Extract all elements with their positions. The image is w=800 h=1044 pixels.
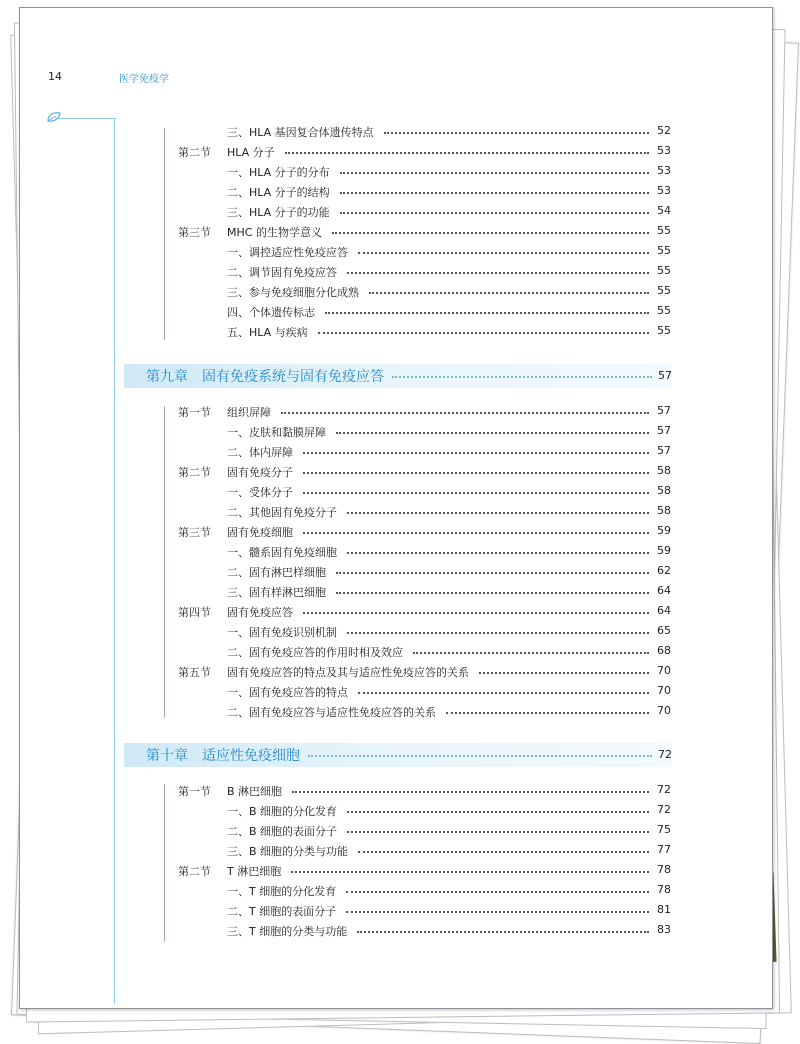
toc-entry-label: 一、调控适应性免疫应答 xyxy=(227,246,348,259)
toc-entry-label: 一、髓系固有免疫细胞 xyxy=(227,546,337,559)
toc-page-number: 72 xyxy=(657,803,671,816)
toc-item-row[interactable] xyxy=(0,880,800,900)
toc-page-number: 70 xyxy=(657,664,671,677)
toc-entry-label: 二、体内屏障 xyxy=(227,446,293,459)
toc-entry-label: 二、其他固有免疫分子 xyxy=(227,506,337,519)
toc-page-number: 55 xyxy=(657,284,671,297)
toc-entry-label: 二、B 细胞的表面分子 xyxy=(227,825,338,838)
chapter-heading[interactable] xyxy=(124,364,672,388)
toc-page-number: 78 xyxy=(657,883,671,896)
section-number: 第二节 xyxy=(178,865,211,878)
leader-dots xyxy=(347,831,649,833)
toc-item-row[interactable] xyxy=(0,181,800,201)
toc-page-number: 83 xyxy=(657,923,671,936)
toc-item-row[interactable] xyxy=(0,501,800,521)
toc-page-number: 53 xyxy=(657,184,671,197)
leader-dots xyxy=(358,252,649,254)
toc-entry-label: 五、HLA 与疾病 xyxy=(227,326,308,339)
leader-dots xyxy=(303,452,649,454)
chapter-title: 第九章 固有免疫系统与固有免疫应答 xyxy=(146,369,384,385)
toc-page-number: 70 xyxy=(657,684,671,697)
chapter-page-number: 72 xyxy=(658,748,672,761)
toc-item-row[interactable] xyxy=(0,820,800,840)
toc-item-row[interactable] xyxy=(0,581,800,601)
toc-section-row[interactable] xyxy=(0,661,800,681)
leader-dots xyxy=(358,851,649,853)
toc-page-number: 55 xyxy=(657,324,671,337)
toc-section-row[interactable] xyxy=(0,401,800,421)
toc-page-number: 55 xyxy=(657,304,671,317)
toc-entry-label: 三、参与免疫细胞分化成熟 xyxy=(227,286,359,299)
leader-dots xyxy=(347,632,649,634)
toc-entry-label: 一、T 细胞的分化发育 xyxy=(227,885,337,898)
toc-item-row[interactable] xyxy=(0,900,800,920)
toc-entry-label: 组织屏障 xyxy=(227,406,271,419)
toc-entry-label: 一、固有免疫应答的特点 xyxy=(227,686,348,699)
toc-entry-label: 三、固有样淋巴细胞 xyxy=(227,586,326,599)
toc-page-number: 57 xyxy=(657,404,671,417)
toc-item-row[interactable] xyxy=(0,161,800,181)
toc-page-number: 77 xyxy=(657,843,671,856)
toc-entry-label: 固有免疫应答 xyxy=(227,606,293,619)
leader-dots xyxy=(347,272,649,274)
toc-page-number: 55 xyxy=(657,224,671,237)
leader-dots xyxy=(308,755,652,757)
toc-item-row[interactable] xyxy=(0,421,800,441)
toc-section-row[interactable] xyxy=(0,860,800,880)
toc-page-number: 59 xyxy=(657,524,671,537)
leader-dots xyxy=(332,232,649,234)
toc-page-number: 54 xyxy=(657,204,671,217)
leader-dots xyxy=(336,572,649,574)
toc-entry-label: 固有免疫应答的特点及其与适应性免疫应答的关系 xyxy=(227,666,469,679)
section-number: 第三节 xyxy=(178,526,211,539)
toc-entry-label: HLA 分子 xyxy=(227,146,275,159)
section-number: 第五节 xyxy=(178,666,211,679)
leader-dots xyxy=(384,132,649,134)
toc-entry-label: 一、HLA 分子的分布 xyxy=(227,166,330,179)
section-number: 第二节 xyxy=(178,466,211,479)
leader-dots xyxy=(340,172,649,174)
toc-page-number: 64 xyxy=(657,584,671,597)
leader-dots xyxy=(346,911,649,913)
toc-entry-label: 二、固有免疫应答的作用时相及效应 xyxy=(227,646,403,659)
toc-page-number: 58 xyxy=(657,484,671,497)
toc-entry-label: MHC 的生物学意义 xyxy=(227,226,322,239)
toc-item-row[interactable] xyxy=(0,261,800,281)
leader-dots xyxy=(347,811,649,813)
toc-entry-label: 一、受体分子 xyxy=(227,486,293,499)
toc-entry-label: 固有免疫细胞 xyxy=(227,526,293,539)
toc-entry-label: 固有免疫分子 xyxy=(227,466,293,479)
toc-entry-label: 三、B 细胞的分类与功能 xyxy=(227,845,349,858)
leader-dots xyxy=(358,692,649,694)
leader-dots xyxy=(479,672,649,674)
toc-entry-label: 二、T 细胞的表面分子 xyxy=(227,905,337,918)
toc-item-row[interactable] xyxy=(0,561,800,581)
toc-page-number: 55 xyxy=(657,264,671,277)
leader-dots xyxy=(413,652,649,654)
toc-entry-label: 一、B 细胞的分化发育 xyxy=(227,805,338,818)
toc-item-row[interactable] xyxy=(0,481,800,501)
toc-entry-label: 一、皮肤和黏膜屏障 xyxy=(227,426,326,439)
toc-section-row[interactable] xyxy=(0,141,800,161)
toc-item-row[interactable] xyxy=(0,621,800,641)
toc-entry-label: 二、固有淋巴样细胞 xyxy=(227,566,326,579)
leader-dots xyxy=(281,412,649,414)
leader-dots xyxy=(446,712,649,714)
toc-page-number: 52 xyxy=(657,124,671,137)
chapter-heading[interactable] xyxy=(124,743,672,767)
leader-dots xyxy=(303,612,649,614)
section-number: 第一节 xyxy=(178,406,211,419)
toc-entry-label: T 淋巴细胞 xyxy=(227,865,282,878)
leader-dots xyxy=(392,376,652,378)
chapter-page-number: 57 xyxy=(658,369,672,382)
toc-page-number: 65 xyxy=(657,624,671,637)
leader-dots xyxy=(291,871,649,873)
toc-page-number: 64 xyxy=(657,604,671,617)
leader-dots xyxy=(303,532,649,534)
toc-item-row[interactable] xyxy=(0,641,800,661)
leader-dots xyxy=(303,492,649,494)
running-header-title: 医学免疫学 xyxy=(119,74,169,85)
leader-dots xyxy=(285,152,649,154)
toc-item-row[interactable] xyxy=(0,441,800,461)
toc-item-row[interactable] xyxy=(0,681,800,701)
leader-dots xyxy=(340,192,649,194)
leader-dots xyxy=(347,512,649,514)
toc-page-number: 81 xyxy=(657,903,671,916)
toc-section-row[interactable] xyxy=(0,221,800,241)
leader-dots xyxy=(292,791,649,793)
toc-page-number: 53 xyxy=(657,144,671,157)
leader-dots xyxy=(346,891,649,893)
toc-entry-label: 四、个体遗传标志 xyxy=(227,306,315,319)
toc-item-row[interactable] xyxy=(0,121,800,141)
toc-item-row[interactable] xyxy=(0,241,800,261)
toc-page-number: 59 xyxy=(657,544,671,557)
toc-item-row[interactable] xyxy=(0,321,800,341)
toc-item-row[interactable] xyxy=(0,201,800,221)
toc-item-row[interactable] xyxy=(0,840,800,860)
toc-entry-label: 三、T 细胞的分类与功能 xyxy=(227,925,348,938)
toc-section-row[interactable] xyxy=(0,521,800,541)
leader-dots xyxy=(303,472,649,474)
toc-page-number: 57 xyxy=(657,424,671,437)
leader-dots xyxy=(325,312,649,314)
toc-section-row[interactable] xyxy=(0,601,800,621)
leader-dots xyxy=(357,931,649,933)
section-number: 第四节 xyxy=(178,606,211,619)
toc-page-number: 53 xyxy=(657,164,671,177)
toc-page-number: 68 xyxy=(657,644,671,657)
toc-entry-label: 三、HLA 分子的功能 xyxy=(227,206,330,219)
toc-item-row[interactable] xyxy=(0,701,800,721)
toc-page-number: 55 xyxy=(657,244,671,257)
leader-dots xyxy=(318,332,649,334)
toc-item-row[interactable] xyxy=(0,541,800,561)
toc-item-row[interactable] xyxy=(0,920,800,940)
toc-page-number: 57 xyxy=(657,444,671,457)
section-number: 第一节 xyxy=(178,785,211,798)
page-number: 14 xyxy=(48,70,62,83)
toc-page-number: 78 xyxy=(657,863,671,876)
toc-section-row[interactable] xyxy=(0,780,800,800)
toc-section-row[interactable] xyxy=(0,461,800,481)
toc-entry-label: 二、调节固有免疫应答 xyxy=(227,266,337,279)
section-number: 第三节 xyxy=(178,226,211,239)
leader-dots xyxy=(336,592,649,594)
toc-page-number: 70 xyxy=(657,704,671,717)
toc-entry-label: 二、HLA 分子的结构 xyxy=(227,186,330,199)
toc-page-number: 62 xyxy=(657,564,671,577)
toc-item-row[interactable] xyxy=(0,301,800,321)
toc-page-number: 72 xyxy=(657,783,671,796)
toc-entry-label: 二、固有免疫应答与适应性免疫应答的关系 xyxy=(227,706,436,719)
leader-dots xyxy=(347,552,649,554)
toc-entry-label: 三、HLA 基因复合体遗传特点 xyxy=(227,126,374,139)
leader-dots xyxy=(369,292,649,294)
chapter-title: 第十章 适应性免疫细胞 xyxy=(146,748,300,764)
section-number: 第二节 xyxy=(178,146,211,159)
toc-entry-label: B 淋巴细胞 xyxy=(227,785,283,798)
toc-page-number: 58 xyxy=(657,464,671,477)
toc-page-number: 75 xyxy=(657,823,671,836)
toc-item-row[interactable] xyxy=(0,800,800,820)
toc-entry-label: 一、固有免疫识别机制 xyxy=(227,626,337,639)
toc-item-row[interactable] xyxy=(0,281,800,301)
leader-dots xyxy=(340,212,649,214)
leader-dots xyxy=(336,432,649,434)
toc-page-number: 58 xyxy=(657,504,671,517)
